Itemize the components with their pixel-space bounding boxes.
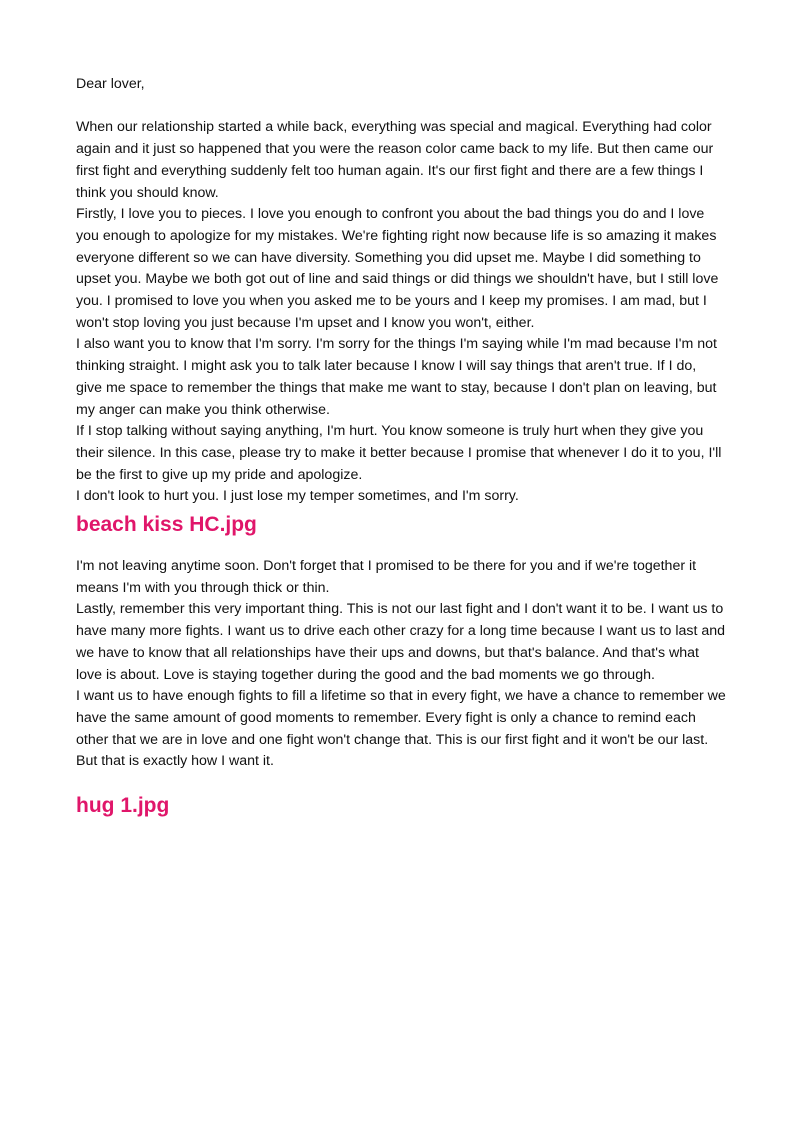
paragraph: When our relationship started a while back, everything was special and magical. Everything had color again and it just so happened that you were the reason color came back to my life. But then came our first fight and everything suddenly felt too human again. It's our first fight and there are a few things I think you should know.: [76, 119, 714, 201]
paragraph: Lastly, remember this very important thing. This is not our last fight and I don't want it to be. I want us to have many more fights. I want us to drive each other crazy for a long time because I want us to last and we have to know that all relationships have their ups and downs, but that's balance. And that's what love is about. Love is staying together during the good and the bad moments we go through.: [76, 601, 726, 683]
paragraph: I'm not leaving anytime soon. Don't forget that I promised to be there for you and if we're together it means I'm with you through thick or thin.: [76, 558, 697, 596]
image-placeholder-caption: beach kiss HC.jpg: [76, 513, 257, 537]
paragraph: I also want you to know that I'm sorry. I'm sorry for the things I'm saying while I'm mad because I'm not thinking straight. I might ask you to talk later because I know I will say things that aren't true. If I do, give me space to remember the things that make me want to stay, because I don't plan on leaving, but my anger can make you think otherwise.: [76, 336, 717, 418]
letter-document: [76, 74, 726, 820]
paragraph: I want us to have enough fights to fill a lifetime so that in every fight, we have a chance to remember we have the same amount of good moments to remember. Every fight is only a chance to remind each other that we are in love and one fight won't change that. This is our first fight and it won't be our last. But that is exactly how I want it.: [76, 688, 726, 770]
paragraph: I don't look to hurt you. I just lose my temper sometimes, and I'm sorry.: [76, 488, 519, 505]
paragraph: Firstly, I love you to pieces. I love you enough to confront you about the bad things you do and I love you enough to apologize for my mistakes. We're fighting right now because life is so amazing it makes everyone different so we can have diversity. Something you did upset me. Maybe I did something to upset you. Maybe we both got out of line and said things or did things we shouldn't have, but I still love you. I promised to love you when you asked me to be yours and I keep my promises. I am mad, but I won't stop loving you just because I'm upset and I know you won't, either.: [76, 206, 719, 331]
image-placeholder-caption: hug 1.jpg: [76, 794, 170, 818]
paragraph: If I stop talking without saying anything, I'm hurt. You know someone is truly hurt when they give you their silence. In this case, please try to make it better because I promise that whenever I do it to you, I'll be the first to give up my pride and apologize.: [76, 423, 722, 483]
salutation: Dear lover,: [76, 76, 145, 92]
